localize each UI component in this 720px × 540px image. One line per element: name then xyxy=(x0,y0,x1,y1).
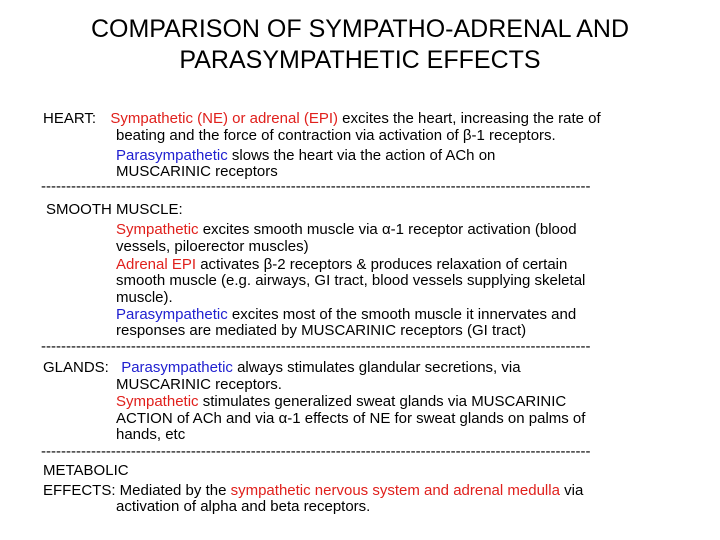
title-line-2: PARASYMPATHETIC EFFECTS xyxy=(179,46,541,74)
smooth-sympathetic-text: excites smooth muscle via α-1 receptor activation (blood xyxy=(198,221,577,238)
glands-sympathetic-text: stimulates generalized sweat glands via MUSCARINIC xyxy=(198,393,567,410)
smooth-line-1 xyxy=(116,222,577,239)
heart-parasympathetic-text: slows the heart via the action of ACh on xyxy=(227,147,496,164)
smooth-adrenal-text: activates β-2 receptors & produces relaxation of certain xyxy=(196,256,568,273)
smooth-line-4: smooth muscle (e.g. airways, GI tract, blood vessels supplying skeletal xyxy=(116,272,586,289)
glands-line-4: ACTION of ACh and via α-1 effects of NE for sweat glands on palms of xyxy=(116,410,586,427)
heart-line-4: MUSCARINIC receptors xyxy=(116,163,278,180)
glands-label: GLANDS: xyxy=(43,359,109,376)
glands-parasympathetic-text: always stimulates glandular secretions, via xyxy=(232,359,521,376)
metabolic-line-2: activation of alpha and beta receptors. xyxy=(116,498,371,515)
heart-parasympathetic-term: Parasympathetic xyxy=(116,147,228,164)
smooth-parasympathetic-text: excites most of the smooth muscle it innervates and xyxy=(227,306,577,323)
metabolic-sympathetic-term: sympathetic nervous system and adrenal medulla xyxy=(230,482,560,499)
smooth-parasympathetic-term: Parasympathetic xyxy=(116,306,228,323)
separator-3: -------------------------------------------------------------------------------------------------------------- xyxy=(41,444,591,460)
smooth-adrenal-term: Adrenal EPI xyxy=(116,256,197,273)
separator-2: -------------------------------------------------------------------------------------------------------------- xyxy=(41,339,591,355)
smooth-muscle-label: SMOOTH MUSCLE: xyxy=(46,201,183,218)
heart-sympathetic-text: excites the heart, increasing the rate of xyxy=(338,110,601,127)
glands-line-1 xyxy=(43,360,521,377)
glands-line-2: MUSCARINIC receptors. xyxy=(116,376,282,393)
smooth-line-7: responses are mediated by MUSCARINIC receptors (GI tract) xyxy=(116,322,527,339)
glands-parasympathetic-term: Parasympathetic xyxy=(121,359,233,376)
metabolic-text-pre: Mediated by the xyxy=(115,482,231,499)
metabolic-text-post: via xyxy=(559,482,584,499)
smooth-sympathetic-term: Sympathetic xyxy=(116,221,199,238)
smooth-line-2: vessels, piloerector muscles) xyxy=(116,238,309,255)
glands-line-5: hands, etc xyxy=(116,426,186,443)
metabolic-label: METABOLIC xyxy=(43,462,129,479)
heart-line-1 xyxy=(43,111,601,128)
metabolic-effects-label: EFFECTS: xyxy=(43,482,116,499)
smooth-line-5: muscle). xyxy=(116,289,173,306)
title-line-1: COMPARISON OF SYMPATHO-ADRENAL AND xyxy=(90,15,630,43)
heart-line-2: beating and the force of contraction via activation of β-1 receptors. xyxy=(116,127,556,144)
glands-line-3 xyxy=(116,394,566,411)
glands-sympathetic-term: Sympathetic xyxy=(116,393,199,410)
heart-label: HEART: xyxy=(43,110,97,127)
heart-sympathetic-term: Sympathetic (NE) or adrenal (EPI) xyxy=(110,110,338,127)
separator-1: -------------------------------------------------------------------------------------------------------------- xyxy=(41,179,591,195)
